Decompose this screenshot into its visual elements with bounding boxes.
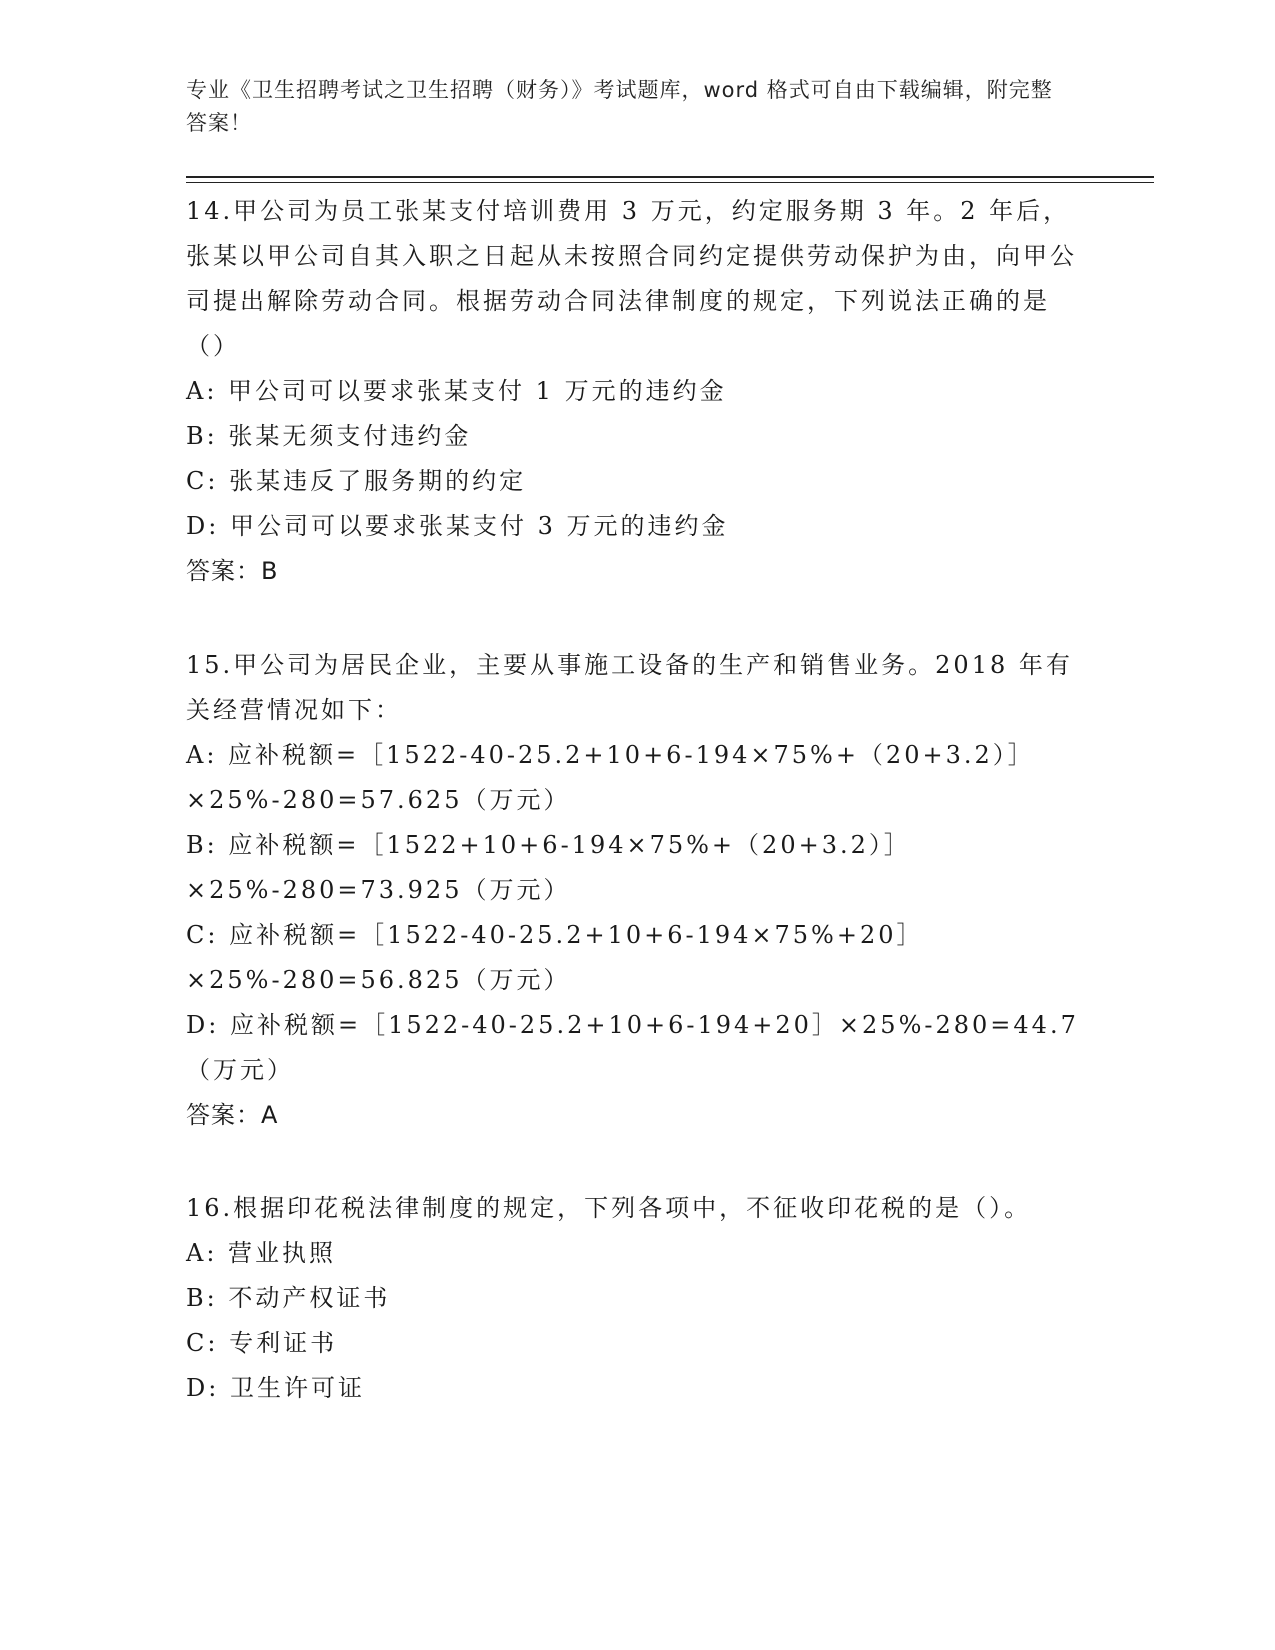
- option-b: B: 不动产权证书: [186, 1284, 391, 1312]
- question-15: [186, 643, 1086, 1138]
- answer: 答案：A: [186, 1101, 279, 1129]
- option-d: D: 应补税额=［1522-40-25.2+10+6-194+20］×25%-280=44.7（万元）: [186, 1011, 1079, 1084]
- option-b: B: 张某无须支付违约金: [186, 422, 472, 450]
- option-c: C: 张某违反了服务期的约定: [186, 467, 527, 495]
- question-16: [186, 1186, 1086, 1411]
- header-divider-thick: [186, 176, 1154, 178]
- option-c: C: 专利证书: [186, 1329, 338, 1357]
- option-d: D: 甲公司可以要求张某支付 3 万元的违约金: [186, 512, 729, 540]
- option-b: B: 应补税额=［1522+10+6-194×75%+（20+3.2）］×25%-280=73.925（万元）: [186, 831, 911, 904]
- answer: 答案：B: [186, 557, 279, 585]
- option-a: A: 营业执照: [186, 1239, 337, 1267]
- header-divider-thin: [186, 182, 1154, 183]
- question-14: [186, 189, 1086, 594]
- option-d: D: 卫生许可证: [186, 1374, 365, 1402]
- page-header: 专业《卫生招聘考试之卫生招聘（财务）》考试题库，word 格式可自由下载编辑，附完整答案！: [186, 78, 1053, 135]
- question-stem: 16.根据印花税法律制度的规定，下列各项中，不征收印花税的是（）。: [186, 1194, 1032, 1222]
- question-stem: 14.甲公司为员工张某支付培训费用 3 万元，约定服务期 3 年。2 年后，张某以甲公司自其入职之日起从未按照合同约定提供劳动保护为由，向甲公司提出解除劳动合同。根据劳动合同法律制度的规定，下列说法正确的是（）: [186, 197, 1077, 360]
- option-c: C: 应补税额=［1522-40-25.2+10+6-194×75%+20］×25%-280=56.825（万元）: [186, 921, 924, 994]
- question-stem: 15.甲公司为居民企业，主要从事施工设备的生产和销售业务。2018 年有关经营情况如下：: [186, 651, 1073, 724]
- option-a: A: 应补税额=［1522-40-25.2+10+6-194×75%+（20+3.2）］×25%-280=57.625（万元）: [186, 741, 1035, 814]
- option-a: A: 甲公司可以要求张某支付 1 万元的违约金: [186, 377, 727, 405]
